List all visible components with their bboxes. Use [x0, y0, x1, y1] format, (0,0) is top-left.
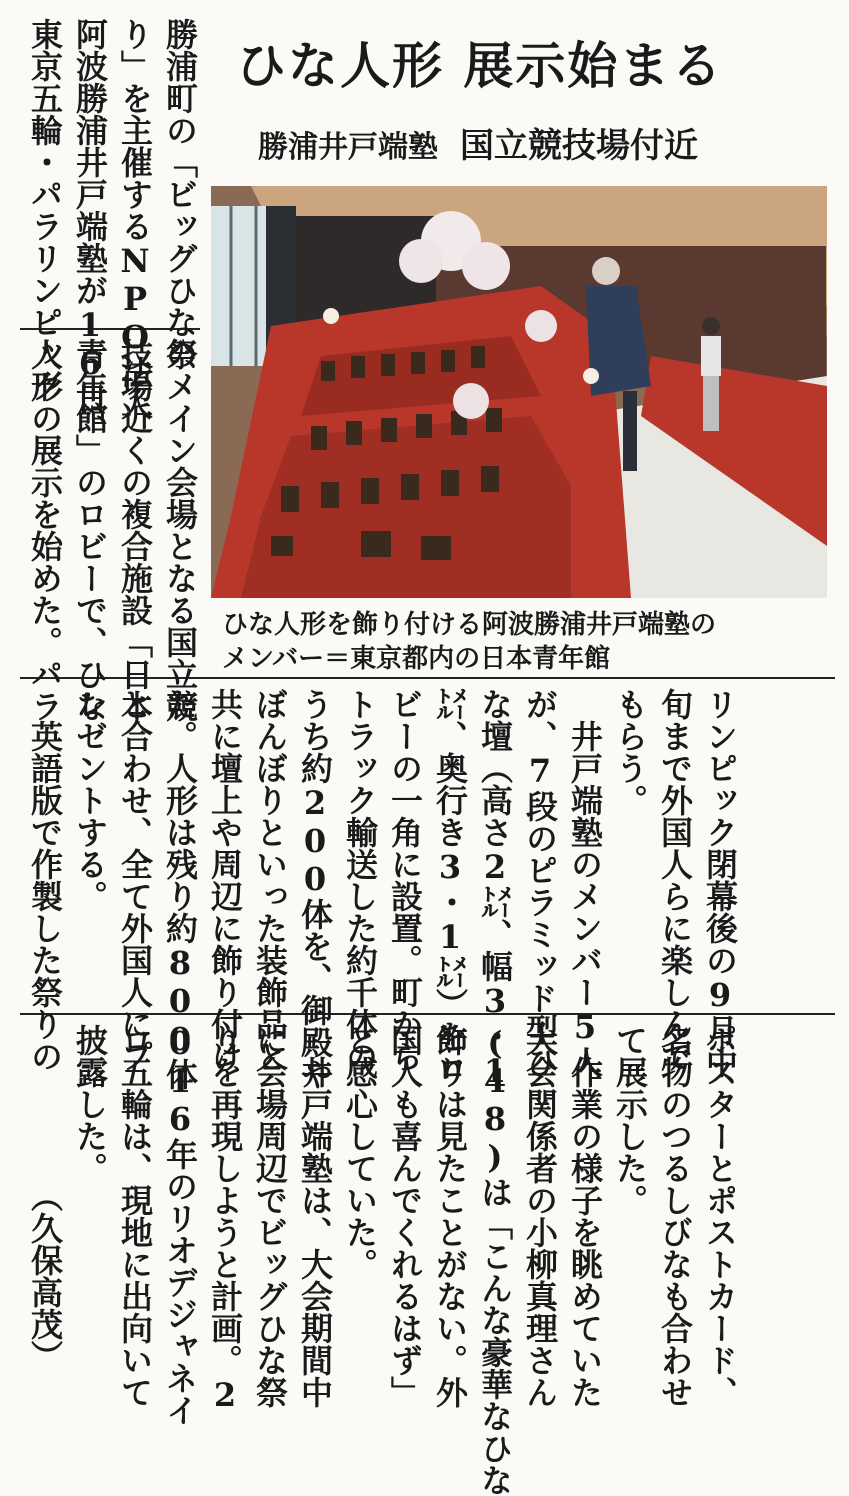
body-column: 国人も喜んでくれるはず」: [386, 1024, 424, 1408]
body-column: りを再現しようと計画。2: [206, 1024, 244, 1414]
body-column: リンピック閉幕後の9月中: [701, 688, 739, 1078]
body-column: のメイン会場となる国立競: [161, 338, 199, 722]
body-column: ぼんぼりといった装飾品と: [251, 688, 289, 1072]
body-column: ロ五輪は、現地に出向いて: [116, 1024, 154, 1408]
subheadline: [258, 118, 698, 167]
body-column: ポスターとポストカード、: [701, 1024, 739, 1408]
body-column: 英語版で作製した祭りの: [26, 720, 64, 1072]
body-column: 名物のつるしびなも合わせ: [656, 1024, 694, 1408]
body-column: レゼントする。: [71, 688, 109, 912]
body-column: 人形の展示を始めた。パラ: [26, 338, 64, 722]
body-column: 披露した。: [71, 1024, 109, 1184]
body-column: 井戸端塾は、大会期間中: [296, 1056, 334, 1408]
body-column: 勝浦町の「ビッグひな祭: [161, 18, 199, 370]
body-column: 東京五輪・パラリンピック: [26, 18, 64, 402]
body-column: うち約200体を、御殿や: [296, 688, 334, 1090]
body-column: 016年のリオデジャネイ: [161, 1024, 199, 1426]
body-column: 阿波勝浦井戸端塾が16日、: [71, 18, 109, 446]
photo-hina-display: [211, 186, 827, 598]
subheadline-org: 勝浦井戸端塾: [258, 130, 438, 165]
body-column: た。人形は残り約800体: [161, 688, 199, 1090]
body-column: 共に壇上や周辺に飾り付け: [206, 688, 244, 1072]
body-column: 旬まで外国人らに楽しんで: [656, 688, 694, 1072]
body-column: り」を主催するNPO法人: [116, 18, 154, 420]
byline: （久保高茂）: [26, 1180, 64, 1372]
body-column: に会場周辺でビッグひな祭: [251, 1024, 289, 1408]
body-column: な壇（高さ2㍍、幅3・1: [476, 688, 514, 1090]
body-column: 作業の様子を眺めていた: [566, 1056, 604, 1408]
body-column: て展示した。: [611, 1024, 649, 1216]
caption-line-2: メンバー＝東京都内の日本青年館: [222, 644, 611, 674]
body-column: 技場近くの複合施設「日本: [116, 338, 154, 722]
body-column: 井戸端塾のメンバー5人: [566, 720, 604, 1078]
body-column: と感心していた。: [341, 1024, 379, 1280]
body-column: と合わせ、全て外国人にプ: [116, 688, 154, 1072]
subheadline-place: 国立競技場付近: [460, 126, 698, 166]
body-column: ビーの一角に設置。町から: [386, 688, 424, 1072]
caption-line-1: ひな人形を飾り付ける阿波勝浦井戸端塾の: [222, 610, 717, 640]
body-column: 飾りは見たことがない。外: [431, 1024, 469, 1408]
headline: ひな人形 展示始まる: [236, 36, 724, 95]
body-column: トラック輸送した約千体の: [341, 688, 379, 1072]
body-column: 大会関係者の小柳真理さん: [521, 1024, 559, 1408]
body-column: ㍍、奥行き3・1㍍）をロ: [431, 688, 469, 1084]
body-column: もらう。: [611, 688, 649, 816]
body-column: 青年館」のロビーで、ひな: [71, 338, 109, 722]
body-column: (48)は「こんな豪華なひな: [476, 1024, 514, 1496]
body-column: が、7段のピラミッド型ひ: [521, 688, 559, 1078]
photo-caption: [222, 608, 832, 676]
